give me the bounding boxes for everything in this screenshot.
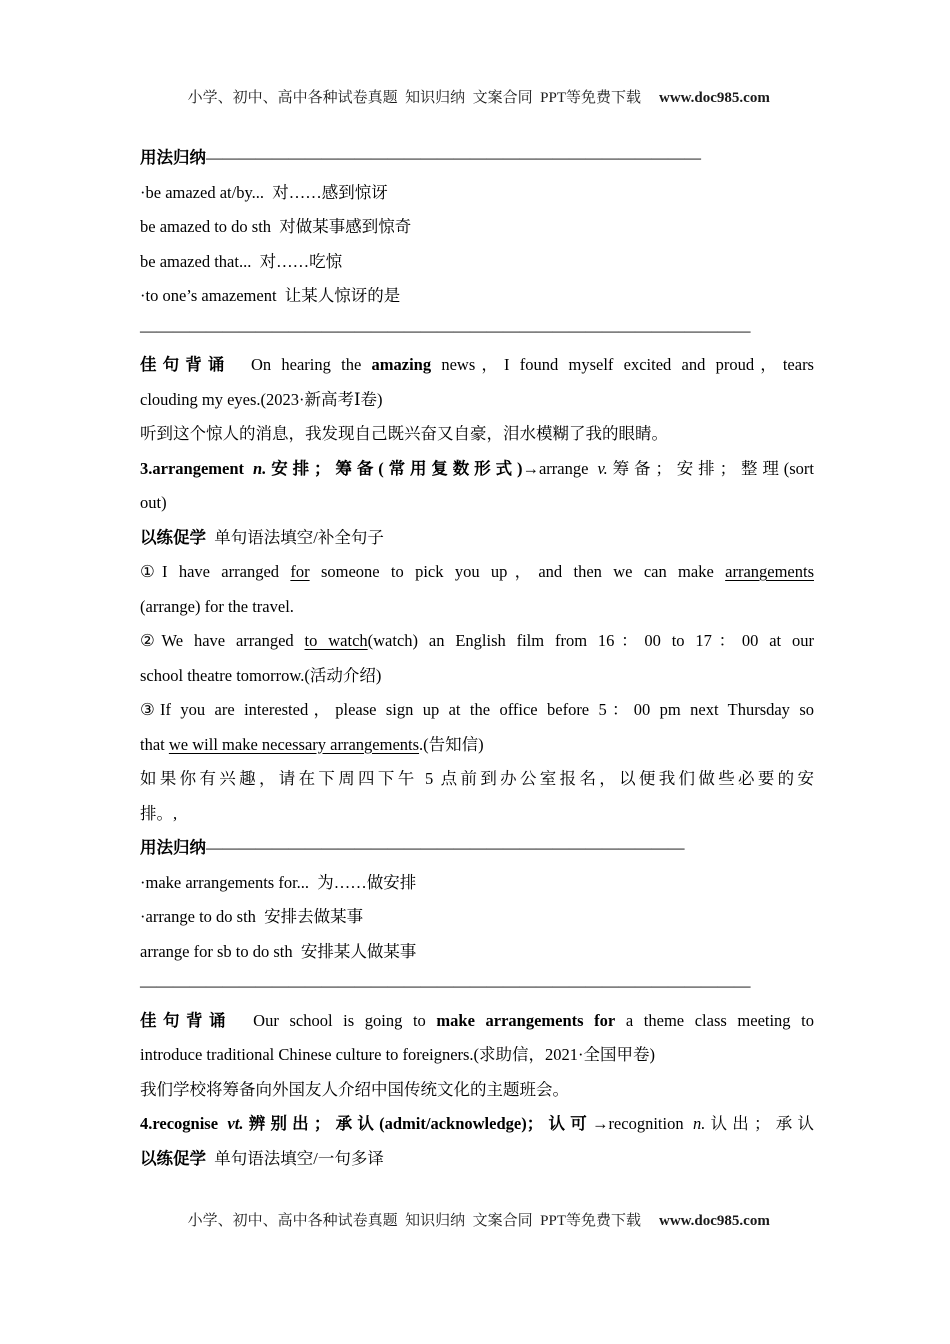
text-segment: ————————————————————————————————————— bbox=[140, 320, 751, 340]
exercise-3 bbox=[140, 693, 814, 728]
text-segment: On hearing the bbox=[230, 355, 372, 374]
header-site-url: www.doc985.com bbox=[659, 90, 770, 106]
text-segment: 如果你有兴趣，请在下周四下午 5 点前到办公室报名，以便我们做些必要的安 bbox=[140, 769, 814, 788]
usage-item bbox=[140, 245, 814, 280]
exercise-2 bbox=[140, 624, 814, 659]
text-segment: recognise bbox=[152, 1114, 228, 1133]
document-content bbox=[140, 141, 814, 1176]
exercise-1 bbox=[140, 555, 814, 590]
text-segment: introduce traditional Chinese culture to foreigners.(求助信，2021·全国甲卷) bbox=[140, 1045, 656, 1064]
text-segment: (arrange) for the travel. bbox=[140, 596, 294, 616]
text-segment: →recognition bbox=[591, 1114, 693, 1133]
text-segment: amazing bbox=[371, 355, 432, 374]
page-header bbox=[0, 69, 950, 107]
text-segment: (常用复数形式) bbox=[378, 458, 523, 478]
recitation-translation bbox=[140, 417, 814, 452]
text-segment: 排。, bbox=[140, 803, 178, 823]
text-segment: clouding my eyes.(2023·新高考Ⅰ卷) bbox=[140, 389, 383, 409]
usage-item bbox=[140, 210, 814, 245]
recitation-sentence bbox=[140, 383, 814, 418]
usage-item bbox=[140, 866, 814, 901]
text-segment: 以练促学 bbox=[140, 527, 206, 547]
text-segment: be amazed to do sth 对做某事感到惊奇 bbox=[140, 217, 412, 236]
text-segment: someone to pick you up，and then we can make bbox=[309, 562, 726, 581]
text-segment: ③If you are interested，please sign up at the office before 5：00 pm next Thursday so bbox=[140, 700, 814, 719]
text-segment: be amazed that... 对……吃惊 bbox=[140, 251, 343, 271]
answer-underlined: for bbox=[290, 562, 310, 581]
exercise-3-translation bbox=[140, 797, 814, 832]
footer-site-url: www.doc985.com bbox=[659, 1213, 770, 1229]
text-segment: that bbox=[140, 734, 169, 754]
text-segment: 我们学校将筹备向外国友人介绍中国传统文化的主题班会。 bbox=[140, 1079, 569, 1099]
text-segment: vt. bbox=[227, 1114, 244, 1133]
usage-summary-heading bbox=[140, 831, 814, 866]
footer-text: 小学、初中、高中各种试卷真题 知识归纳 文案合同 PPT等免费下载 bbox=[187, 1213, 642, 1229]
exercise-1 bbox=[140, 590, 814, 625]
usage-summary-heading bbox=[140, 141, 814, 176]
text-segment: 筹备；安排；整理(sort bbox=[607, 458, 814, 478]
divider bbox=[140, 314, 814, 349]
text-segment: 单句语法填空/一句多译 bbox=[206, 1148, 384, 1168]
text-segment: n. bbox=[253, 458, 267, 478]
text-segment: news，I found myself excited and proud，tears bbox=[431, 355, 814, 374]
vocab-entry-3 bbox=[140, 486, 814, 521]
text-segment: 单句语法填空/补全句子 bbox=[206, 527, 384, 547]
text-segment: 佳句背诵 bbox=[140, 1010, 232, 1030]
text-segment: ————————————————————————————— bbox=[206, 838, 685, 857]
vocab-entry-3 bbox=[140, 452, 814, 487]
text-segment: 用法归纳 bbox=[140, 148, 206, 167]
exercise-2 bbox=[140, 659, 814, 694]
text-segment: ①I have arranged bbox=[140, 562, 291, 581]
usage-item bbox=[140, 935, 814, 970]
text-segment: 辨别出；承认 bbox=[243, 1114, 380, 1133]
text-segment: a theme class meeting to bbox=[615, 1010, 815, 1030]
text-segment: (watch) an English film from 16：00 to 17：00 at our bbox=[367, 631, 814, 650]
vocab-entry-4 bbox=[140, 1107, 814, 1142]
text-segment: —————————————————————————————— bbox=[206, 148, 701, 167]
text-segment: ②We have arranged bbox=[140, 631, 305, 650]
page-footer bbox=[0, 1192, 950, 1230]
text-segment: school theatre tomorrow.(活动介绍) bbox=[140, 665, 382, 685]
recitation-sentence bbox=[140, 1038, 814, 1073]
usage-item bbox=[140, 900, 814, 935]
text-segment: out) bbox=[140, 493, 167, 512]
practice-heading bbox=[140, 521, 814, 556]
text-segment: v. bbox=[597, 458, 608, 478]
exercise-3-translation bbox=[140, 762, 814, 797]
text-segment: make arrangements for bbox=[436, 1010, 616, 1030]
header-text: 小学、初中、高中各种试卷真题 知识归纳 文案合同 PPT等免费下载 bbox=[187, 90, 642, 106]
text-segment: ————————————————————————————————————— bbox=[140, 976, 751, 995]
text-segment: arrangement bbox=[152, 458, 254, 478]
text-segment: arrange for sb to do sth 安排某人做某事 bbox=[140, 941, 417, 961]
text-segment: ·to one’s amazement 让某人惊讶的是 bbox=[140, 286, 401, 305]
text-segment: →arrange bbox=[522, 458, 598, 478]
exercise-3 bbox=[140, 728, 814, 763]
recitation-translation bbox=[140, 1073, 814, 1108]
answer-underlined: arrangements bbox=[725, 562, 814, 581]
text-segment: (admit/acknowledge)； bbox=[379, 1114, 544, 1133]
text-segment: 以练促学 bbox=[140, 1148, 206, 1168]
divider bbox=[140, 969, 814, 1004]
text-segment: n. bbox=[692, 1114, 706, 1133]
text-segment: 用法归纳 bbox=[140, 838, 206, 857]
usage-item bbox=[140, 279, 814, 314]
text-segment: 佳句背诵 bbox=[140, 355, 231, 374]
answer-underlined: we will make necessary arrangements bbox=[168, 734, 420, 754]
text-segment: 4. bbox=[140, 1114, 153, 1133]
text-segment: 听到这个惊人的消息，我发现自己既兴奋又自豪，泪水模糊了我的眼睛。 bbox=[140, 424, 668, 443]
text-segment: ·arrange to do sth 安排去做某事 bbox=[140, 907, 364, 926]
text-segment: ·make arrangements for... 为……做安排 bbox=[140, 872, 417, 892]
recitation-sentence bbox=[140, 348, 814, 383]
text-segment: .(告知信) bbox=[419, 734, 484, 754]
text-segment: 安排；筹备 bbox=[266, 458, 379, 478]
text-segment: Our school is going to bbox=[231, 1010, 437, 1030]
recitation-sentence bbox=[140, 1004, 814, 1039]
practice-heading bbox=[140, 1142, 814, 1177]
answer-underlined: to watch bbox=[304, 631, 368, 650]
text-segment: 认出；承认 bbox=[705, 1114, 815, 1133]
text-segment: 认可 bbox=[543, 1114, 592, 1133]
text-segment: ·be amazed at/by... 对……感到惊讶 bbox=[140, 182, 388, 202]
usage-item bbox=[140, 176, 814, 211]
text-segment: 3. bbox=[140, 458, 153, 478]
